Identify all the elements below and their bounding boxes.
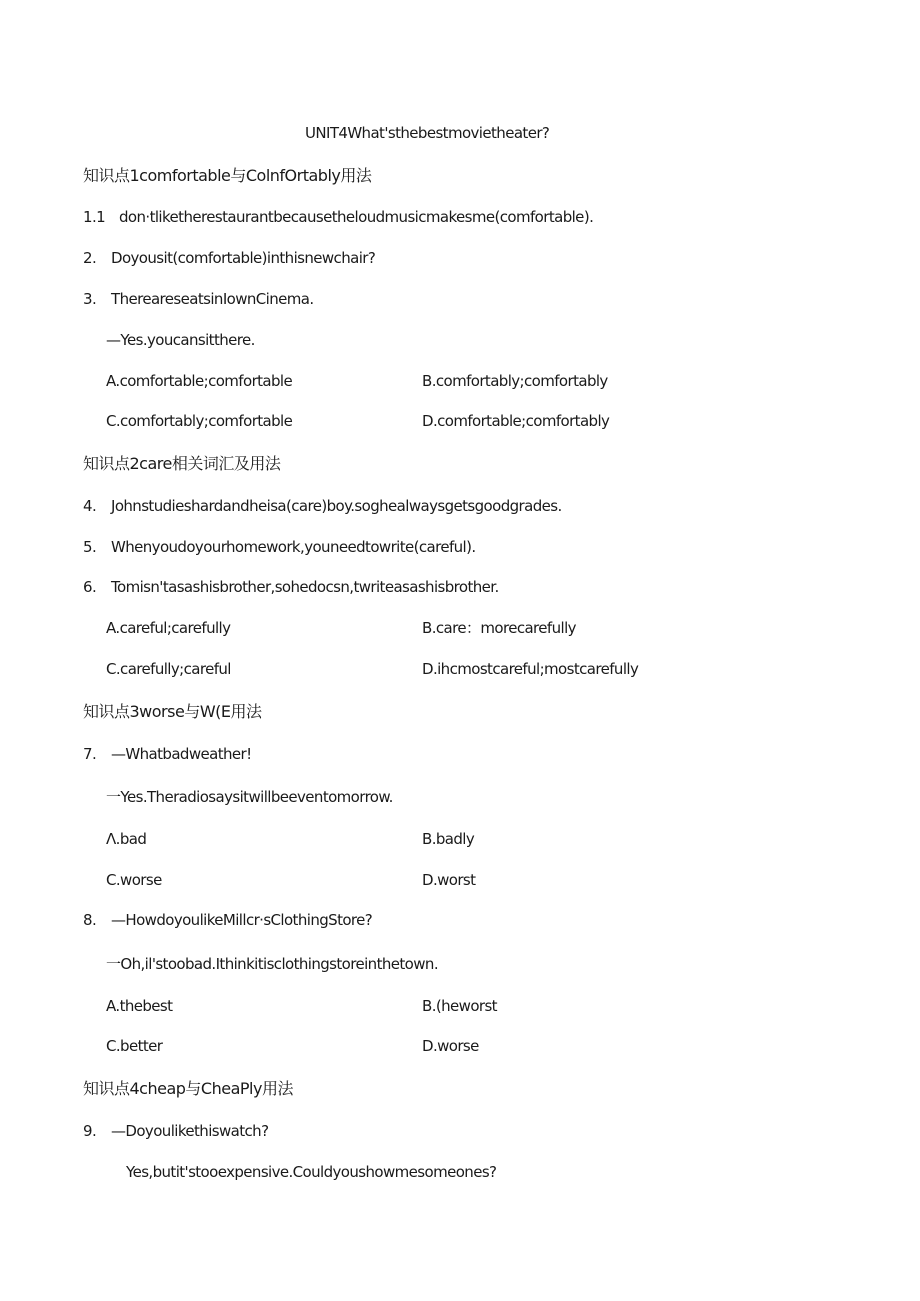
option-c: C.worse [106,871,162,889]
option-a: A.comfortable;comfortable [106,372,293,390]
question-number: 4. [83,497,97,515]
question-text: Tomisn'tasashisbrother,sohedocsn,twriteasashisbrother. [111,578,499,596]
option-d: D.worst [422,871,476,889]
question-text: Johnstudieshardandheisa(care)boy.soghealwaysgetsgoodgrades. [111,497,562,515]
question-7 [83,745,252,763]
question-3-reply: —Yes.youcansitthere. [106,331,255,349]
option-a: A.thebest [106,997,173,1015]
option-d: D.ihcmostcareful;mostcarefully [422,660,639,678]
option-c: C.better [106,1037,163,1055]
option-a: A.careful;carefully [106,619,231,637]
question-text: ThereareseatsinIownCinema. [111,290,314,308]
question-number: 6. [83,578,97,596]
option-d: D.worse [422,1037,479,1055]
question-7-reply: 一Yes.Theradiosaysitwillbeeventomorrow. [106,788,393,806]
question-3 [83,290,314,308]
question-2 [83,249,375,267]
option-b: B.(heworst [422,997,497,1015]
page-title: UNIT4What'sthebestmovietheater? [305,124,550,142]
question-text: —HowdoyoulikeMillcr·sClothingStore? [111,911,373,929]
question-text: Doyousit(comfortable)inthisnewchair? [111,249,376,267]
question-text: —Whatbadweather! [111,745,252,763]
question-text: —Doyoulikethiswatch? [111,1122,269,1140]
question-4 [83,497,562,515]
section-heading-4: 知识点4cheap与CheaPly用法 [83,1079,293,1098]
question-8-reply: 一Oh,il'stoobad.Ithinkitisclothingstoreinthetown. [106,955,439,973]
question-9 [83,1122,268,1140]
question-5 [83,538,476,556]
question-text: don·tliketherestaurantbecausetheloudmusicmakesme(comfortable). [119,208,594,226]
option-b: B.badly [422,830,475,848]
option-b: B.comfortably;comfortably [422,372,608,390]
question-8 [83,911,372,929]
question-9-reply: Yes,butit'stooexpensive.Couldyoushowmesomeones? [126,1163,497,1181]
question-number: 5. [83,538,97,556]
section-heading-1: 知识点1comfortable与ColnfOrtably用法 [83,166,372,185]
option-c: C.comfortably;comfortable [106,412,293,430]
question-number: 8. [83,911,97,929]
question-1 [83,208,593,226]
question-number: 2. [83,249,97,267]
question-6 [83,578,499,596]
question-number: 1.1 [83,208,106,226]
section-heading-2: 知识点2care相关词汇及用法 [83,454,281,473]
option-c: C.carefully;careful [106,660,231,678]
question-number: 9. [83,1122,97,1140]
option-b: B.care：morecarefully [422,619,576,637]
question-text: Whenyoudoyourhomework,youneedtowrite(careful). [111,538,476,556]
option-a: Λ.bad [106,830,147,848]
option-d: D.comfortable;comfortably [422,412,610,430]
question-number: 7. [83,745,97,763]
section-heading-3: 知识点3worse与W(E用法 [83,702,262,721]
question-number: 3. [83,290,97,308]
